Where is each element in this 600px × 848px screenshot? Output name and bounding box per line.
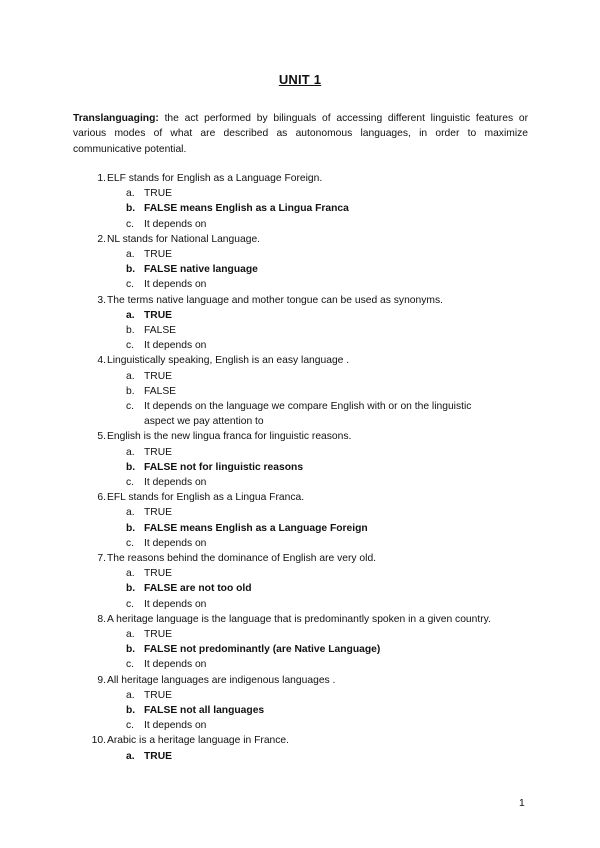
answer-option xyxy=(0,262,600,277)
option-text: TRUE xyxy=(144,689,173,701)
option-letter: b. xyxy=(126,583,136,595)
answer-option xyxy=(0,475,600,490)
option-text: It depends on xyxy=(144,659,207,671)
option-text: FALSE xyxy=(144,385,177,397)
question-number: 4. xyxy=(97,355,106,367)
option-letter: b. xyxy=(126,264,136,276)
option-text: TRUE xyxy=(144,370,173,382)
question-number: 8. xyxy=(97,613,106,625)
answer-option xyxy=(0,688,600,703)
answer-option xyxy=(0,338,600,353)
answer-option xyxy=(0,749,600,764)
option-letter: b. xyxy=(126,522,136,534)
answer-option xyxy=(0,277,600,292)
page-number: 1 xyxy=(519,798,525,809)
option-text: FALSE not for linguistic reasons xyxy=(144,461,304,473)
intro-paragraph xyxy=(73,111,528,157)
answer-option xyxy=(0,642,600,657)
option-letter: c. xyxy=(126,659,135,671)
option-letter: b. xyxy=(126,461,136,473)
question-text: NL stands for National Language. xyxy=(107,233,261,245)
option-letter: c. xyxy=(126,340,135,352)
question-number: 9. xyxy=(97,674,106,686)
option-letter: b. xyxy=(126,203,136,215)
option-text: It depends on the language we compare English with or on the linguistic aspect we pay attention to xyxy=(144,400,472,428)
intro-term: Translanguaging: xyxy=(73,113,159,124)
question-text: A heritage language is the language that is predominantly spoken in a given country. xyxy=(107,613,491,625)
question xyxy=(0,612,600,627)
option-letter: c. xyxy=(126,720,135,732)
answer-option xyxy=(0,657,600,672)
option-text: FALSE native language xyxy=(144,264,258,276)
option-text: It depends on xyxy=(144,537,207,549)
question-text: The reasons behind the dominance of English are very old. xyxy=(107,552,377,564)
option-text: FALSE are not too old xyxy=(144,583,252,595)
question xyxy=(0,353,600,368)
answer-option xyxy=(0,718,600,733)
question-number: 10. xyxy=(91,735,106,747)
option-text: FALSE not predominantly (are Native Language) xyxy=(144,644,381,656)
option-letter: b. xyxy=(126,385,135,397)
option-text: It depends on xyxy=(144,598,207,610)
question-number: 6. xyxy=(97,492,106,504)
question xyxy=(0,673,600,688)
option-letter: a. xyxy=(126,248,135,260)
answer-option xyxy=(0,217,600,232)
question-text: Linguistically speaking, English is an easy language . xyxy=(107,355,350,367)
option-text: FALSE not all languages xyxy=(144,704,265,716)
question xyxy=(0,490,600,505)
question-number: 5. xyxy=(97,431,106,443)
answer-option xyxy=(0,247,600,262)
option-text: FALSE means English as a Lingua Franca xyxy=(144,203,349,215)
answer-option xyxy=(0,399,600,429)
answer-option xyxy=(0,308,600,323)
question-text: EFL stands for English as a Lingua Franca. xyxy=(107,492,305,504)
answer-option xyxy=(0,323,600,338)
option-text: It depends on xyxy=(144,279,207,291)
option-text: It depends on xyxy=(144,340,207,352)
option-letter: b. xyxy=(126,704,136,716)
answer-option xyxy=(0,445,600,460)
question-text: The terms native language and mother tongue can be used as synonyms. xyxy=(107,294,443,306)
answer-option xyxy=(0,627,600,642)
question-text: Arabic is a heritage language in France. xyxy=(107,735,290,747)
option-text: It depends on xyxy=(144,218,207,230)
option-text: TRUE xyxy=(144,568,173,580)
option-letter: c. xyxy=(126,537,135,549)
option-letter: c. xyxy=(126,598,135,610)
question xyxy=(0,232,600,247)
option-text: FALSE xyxy=(144,324,177,336)
option-letter: a. xyxy=(126,568,135,580)
question xyxy=(0,293,600,308)
question xyxy=(0,551,600,566)
question-number: 2. xyxy=(97,233,106,245)
question-number: 1. xyxy=(97,173,106,184)
option-letter: c. xyxy=(126,279,135,291)
answer-option xyxy=(0,597,600,612)
question-text: ELF stands for English as a Language Foreign. xyxy=(107,173,323,184)
option-letter: a. xyxy=(126,309,135,321)
option-text: It depends on xyxy=(144,476,207,488)
page-title: UNIT 1 xyxy=(278,72,322,87)
question-text: English is the new lingua franca for linguistic reasons. xyxy=(107,431,352,443)
option-text: TRUE xyxy=(144,188,173,200)
option-letter: c. xyxy=(126,218,135,230)
option-letter: a. xyxy=(126,689,135,701)
option-letter: a. xyxy=(126,446,135,458)
question xyxy=(0,171,600,186)
answer-option xyxy=(0,521,600,536)
option-letter: b. xyxy=(126,644,136,656)
question xyxy=(0,429,600,444)
option-letter: b. xyxy=(126,324,135,336)
question xyxy=(0,733,600,748)
answer-option xyxy=(0,566,600,581)
option-letter: a. xyxy=(126,750,135,762)
answer-option xyxy=(0,384,600,399)
option-text: FALSE means English as a Language Foreign xyxy=(144,522,368,534)
option-letter: c. xyxy=(126,476,135,488)
option-text: It depends on xyxy=(144,720,207,732)
option-text: TRUE xyxy=(144,446,173,458)
answer-option xyxy=(0,505,600,520)
question-number: 7. xyxy=(97,552,106,564)
option-text: TRUE xyxy=(144,248,173,260)
question-number: 3. xyxy=(97,294,106,306)
answer-option xyxy=(0,186,600,201)
answer-option xyxy=(0,201,600,216)
question-text: All heritage languages are indigenous languages . xyxy=(107,674,336,686)
option-text: TRUE xyxy=(144,750,173,762)
option-letter: a. xyxy=(126,628,135,640)
option-text: TRUE xyxy=(144,507,173,519)
option-letter: a. xyxy=(126,370,135,382)
answer-option xyxy=(0,536,600,551)
option-letter: a. xyxy=(126,188,135,200)
option-letter: a. xyxy=(126,507,135,519)
intro-definition: the act performed by bilinguals of accessing different linguistic features or various modes of what are described as autonomous languages, in order to maximize communicative potential. xyxy=(73,113,528,155)
answer-option xyxy=(0,581,600,596)
option-text: TRUE xyxy=(144,309,173,321)
answer-option xyxy=(0,703,600,718)
option-text: TRUE xyxy=(144,628,173,640)
answer-option xyxy=(0,460,600,475)
question-list xyxy=(0,171,600,764)
option-letter: c. xyxy=(126,400,135,412)
answer-option xyxy=(0,369,600,384)
